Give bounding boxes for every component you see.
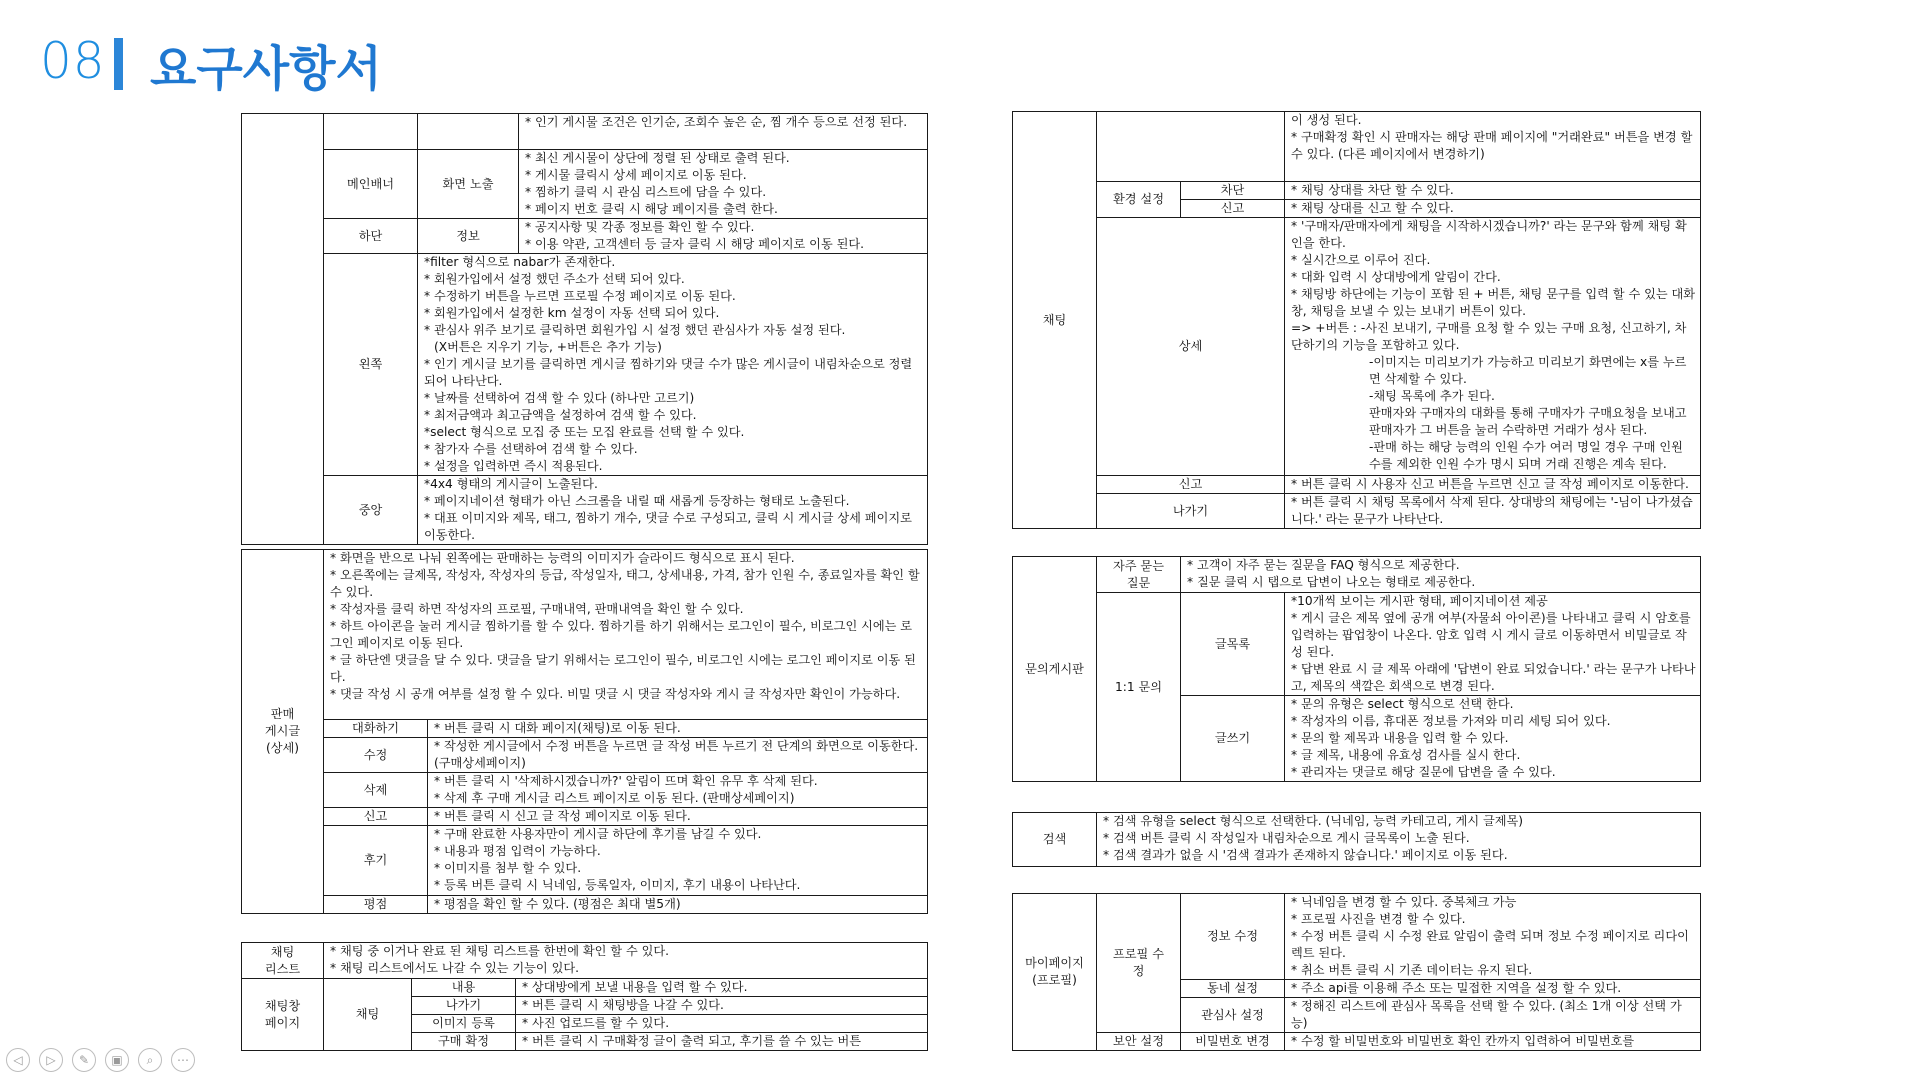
table-row: 검색 * 검색 유형을 select 형식으로 선택한다. (닉네임, 능력 카테고리, 게시 글제목) * 검색 버튼 클릭 시 작성일자 내림차순으로 게시 글목록이 노출 된다. * 검색 결과가 없을 시 '검색 결과가 존재하지 않습니다.' 페이지로 이동 된다. xyxy=(1013,813,1701,867)
next-icon[interactable]: ▷ xyxy=(39,1048,63,1072)
section-label: 판매 게시글 (상세) xyxy=(242,550,324,914)
table-row: 신고 * 버튼 클릭 시 사용자 신고 버튼을 누르면 신고 글 작성 페이지로 이동한다. xyxy=(1013,476,1701,494)
page-title: 요구사항서 xyxy=(150,41,382,97)
table-row xyxy=(242,219,928,254)
table-row xyxy=(242,476,928,545)
desc-cell: * 화면을 반으로 나눠 왼쪽에는 판매하는 능력의 이미지가 슬라이드 형식으로 표시 된다. * 오른쪽에는 글제목, 작성자, 작성자의 등급, 작성일자, 태그, 상세내용, 가격, 참가 인원 수, 종료일자를 확인 할 수 있다. * 작성자를 클릭 하면 작성자의 프로필, 구매내역, 판매내역을 확인 할 수 있다. * 하트 아이콘을 눌러 게시글 찜하기를 할 수 있다. 찜하기를 하기 위해서는 로그인이 필수, 비로그인 시에는 로그인 페이지로 이동 된다. * 글 하단엔 댓글을 달 수 있다. 댓글을 달기 위해서는 로그인이 필수, 비로그인 시에는 로그인 페이지로 이동 된다. * 댓글 작성 시 공개 여부를 설정 할 수 있다. 비밀 댓글 시 댓글 작성자와 게시 글 작성자만 확인이 가능하다. xyxy=(324,550,928,720)
sub-category-cell: 정보 xyxy=(418,219,519,254)
table-row xyxy=(242,254,928,476)
table-row: 수정 * 작성한 게시글에서 수정 버튼을 누르면 글 작성 버튼 누르기 전 단계의 화면으로 이동한다. (구매상세페이지) xyxy=(242,738,928,773)
pen-icon[interactable]: ✎ xyxy=(72,1048,96,1072)
table-row: 후기 * 구매 완료한 사용자만이 게시글 하단에 후기를 남길 수 있다. * 내용과 평점 입력이 가능하다. * 이미지를 첨부 할 수 있다. * 등록 버튼 클릭 시 닉네임, 등록일자, 이미지, 후기 내용이 나타난다. xyxy=(242,826,928,896)
section-cell xyxy=(242,114,324,545)
table-row: 채팅창 페이지 채팅 내용 * 상대방에게 보낼 내용을 입력 할 수 있다. xyxy=(242,979,928,997)
table-row: 마이페이지 (프로필) 프로필 수 정 정보 수정 * 닉네임을 변경 할 수 있다. 중복체크 가능 * 프로필 사진을 변경 할 수 있다. * 수정 버튼 클릭 시 수정 완료 알림이 출력 되며 정보 수정 페이지로 리다이렉트 된다. * 취소 버튼 클릭 시 기존 데이터는 유지 된다. xyxy=(1013,894,1701,980)
table-row: 신고 * 버튼 클릭 시 신고 글 작성 페이지로 이동 된다. xyxy=(242,808,928,826)
desc-cell: * 공지사항 및 각종 정보를 확인 할 수 있다. * 이용 약관, 고객센터 등 글자 클릭 시 해당 페이지로 이동 된다. xyxy=(519,219,928,254)
sub-category-cell: 화면 노출 xyxy=(418,150,519,219)
category-cell: 중앙 xyxy=(324,476,418,545)
previous-icon[interactable]: ◁ xyxy=(6,1048,30,1072)
table-row: 보안 설정 비밀번호 변경 * 수정 할 비밀번호와 비밀번호 확인 칸까지 입력하여 비밀번호를 xyxy=(1013,1033,1701,1051)
table-row: 동네 설정 * 주소 api를 이용해 주소 또는 밀접한 지역을 설정 할 수 있다. xyxy=(1013,980,1701,998)
table-row: 평점 * 평점을 확인 할 수 있다. (평점은 최대 별5개) xyxy=(242,896,928,914)
section-label: 검색 xyxy=(1013,813,1097,867)
desc-cell: *filter 형식으로 nabar가 존재한다. * 회원가입에서 설정 했던 주소가 선택 되어 있다. * 수정하기 버튼을 누르면 프로필 수정 페이지로 이동 된다. * 회원가입에서 설정한 km 설정이 자동 선택 되어 있다. * 관심사 위주 보기로 클릭하면 회원가입 시 설정 했던 관심사가 자동 설정 된다. (X버튼은 지우기 기능, +버튼은 추가 기능) * 인기 게시글 보기를 클릭하면 게시글 찜하기와 댓글 수가 많은 게시글이 내림차순으로 정렬되어 나타난다. * 날짜를 선택하여 검색 할 수 있다 (하나만 고르기) * 최저금액과 최고금액을 설정하여 검색 할 수 있다. *select 형식으로 모집 중 또는 모집 완료를 선택 할 수 있다. * 참가자 수를 선택하여 검색 할 수 있다. * 설정을 입력하면 즉시 적용된다. xyxy=(418,254,928,476)
section-label: 채팅창 페이지 xyxy=(242,979,324,1051)
section-label: 채팅 리스트 xyxy=(242,943,324,979)
category-cell: 하단 xyxy=(324,219,418,254)
table-row: 1:1 문의 글목록 *10개씩 보이는 게시판 형태, 페이지네이션 제공 * 게시 글은 제목 옆에 공개 여부(자물쇠 아이콘)를 나타내고 클릭 시 암호를 입력하는 팝업창이 나온다. 암호 입력 시 게시 글로 이동하면서 비밀글로 작성 된다. * 답변 완료 시 글 제목 아래에 '답변이 완료 되었습니다.' 라는 문구가 나타나고, 제목의 색깔은 회색으로 변경 된다. xyxy=(1013,593,1701,696)
desc-cell: * 인기 게시물 조건은 인기순, 조회수 높은 순, 찜 개수 등으로 선정 된다. xyxy=(519,114,928,150)
table-row: 문의게시판 자주 묻는 질문 * 고객이 자주 묻는 질문을 FAQ 형식으로 제공한다. * 질문 클릭 시 탭으로 답변이 나오는 형태로 제공한다. xyxy=(1013,557,1701,593)
more-icon[interactable]: ⋯ xyxy=(171,1048,195,1072)
inquiry-table xyxy=(1012,556,1701,782)
table-row: 나가기 * 버튼 클릭 시 채팅 목록에서 삭제 된다. 상대방의 채팅에는 '-님이 나가셨습니다.' 라는 문구가 나타난다. xyxy=(1013,494,1701,529)
chat-table xyxy=(241,942,928,1051)
table-row: 이미지 등록 * 사진 업로드를 할 수 있다. xyxy=(242,1015,928,1033)
section-label: 문의게시판 xyxy=(1013,557,1097,782)
slideshow-toolbar xyxy=(6,1048,195,1074)
table-row: 채팅 리스트 * 채팅 중 이거나 완료 된 채팅 리스트를 한번에 확인 할 수 있다. * 채팅 리스트에서도 나갈 수 있는 기능이 있다. xyxy=(242,943,928,979)
chat-detail-table xyxy=(1012,111,1701,529)
search-table xyxy=(1012,812,1701,867)
section-number: 08 xyxy=(40,32,106,90)
zoom-icon[interactable]: ⌕ xyxy=(138,1048,162,1072)
table-row: 글쓰기 * 문의 유형은 select 형식으로 선택 한다. * 작성자의 이름, 휴대폰 정보를 가져와 미리 세팅 되어 있다. * 문의 할 제목과 내용을 입력 할 수 있다. * 글 제목, 내용에 유효성 검사를 실시 한다. * 관리자는 댓글로 해당 질문에 답변을 줄 수 있다. xyxy=(1013,696,1701,782)
table-row: 신고 * 채팅 상대를 신고 할 수 있다. xyxy=(1013,200,1701,218)
category-cell: 메인배너 xyxy=(324,150,418,219)
desc-cell: *4x4 형태의 게시글이 노출된다. * 페이지네이션 형태가 아닌 스크롤을 내릴 때 새롭게 등장하는 형태로 노출된다. * 대표 이미지와 제목, 태그, 찜하기 개수, 댓글 수로 구성되고, 클릭 시 게시글 상세 페이지로 이동한다. xyxy=(418,476,928,545)
table-row xyxy=(242,114,928,150)
table-row xyxy=(242,550,928,720)
table-row: 관심사 설정 * 정해진 리스트에 관심사 목록을 선택 할 수 있다. (최소 1개 이상 선택 가능) xyxy=(1013,998,1701,1033)
section-label: 마이페이지 (프로필) xyxy=(1013,894,1097,1051)
table-row xyxy=(242,150,928,219)
detail-page-table xyxy=(241,549,928,914)
table-row: 채팅 이 생성 된다. * 구매확정 확인 시 판매자는 해당 판매 페이지에 "거래완료" 버튼을 변경 할 수 있다. (다른 페이지에서 변경하기) xyxy=(1013,112,1701,182)
table-row: 환경 설정 차단 * 채팅 상대를 차단 할 수 있다. xyxy=(1013,182,1701,200)
left-requirements-table xyxy=(241,113,928,545)
slides-icon[interactable]: ▣ xyxy=(105,1048,129,1072)
category-cell: 왼쪽 xyxy=(324,254,418,476)
table-row: 상세 * '구매자/판매자에게 채팅을 시작하시겠습니까?' 라는 문구와 함께 채팅 확인을 한다. * 실시간으로 이루어 진다. * 대화 입력 시 상대방에게 알림이 간다. * 채팅방 하단에는 기능이 포함 된 + 버튼, 채팅 문구를 입력 할 수 있는 대화창, 채팅을 보낼 수 있는 보내기 버튼이 있다. => +버튼 : -사진 보내기, 구매를 요청 할 수 있는 구매 요청, 신고하기, 차단하기의 기능을 포함하고 있다. -이미지는 미리보기가 가능하고 미리보기 화면에는 x를 누르면 삭제할 수 있다. -채팅 목록에 추가 된다. 판매자와 구매자의 대화를 통해 구매자가 구매요청을 보내고 판매자가 그 버튼을 눌러 수락하면 거래가 성사 된다. -판매 하는 해당 능력의 인원 수가 여러 명일 경우 구매 인원 수를 제외한 인원 수가 명시 되며 거래 진행은 계속 된다. xyxy=(1013,218,1701,476)
table-row: 나가기 * 버튼 클릭 시 채팅방을 나갈 수 있다. xyxy=(242,997,928,1015)
header-divider xyxy=(114,38,123,90)
section-label: 채팅 xyxy=(1013,112,1097,529)
desc-cell: * 최신 게시물이 상단에 정렬 된 상태로 출력 된다. * 게시물 클릭시 상세 페이지로 이동 된다. * 찜하기 클릭 시 관심 리스트에 담을 수 있다. * 페이지 번호 클릭 시 해당 페이지를 출력 한다. xyxy=(519,150,928,219)
table-row: 구매 확정 * 버튼 클릭 시 구매확정 글이 출력 되고, 후기를 쓸 수 있는 버튼 xyxy=(242,1033,928,1051)
mypage-table xyxy=(1012,893,1701,1051)
table-row: 대화하기 * 버튼 클릭 시 대화 페이지(채팅)로 이동 된다. xyxy=(242,720,928,738)
table-row: 삭제 * 버튼 클릭 시 '삭제하시겠습니까?' 알림이 뜨며 확인 유무 후 삭제 된다. * 삭제 후 구매 게시글 리스트 페이지로 이동 된다. (판매상세페이지) xyxy=(242,773,928,808)
